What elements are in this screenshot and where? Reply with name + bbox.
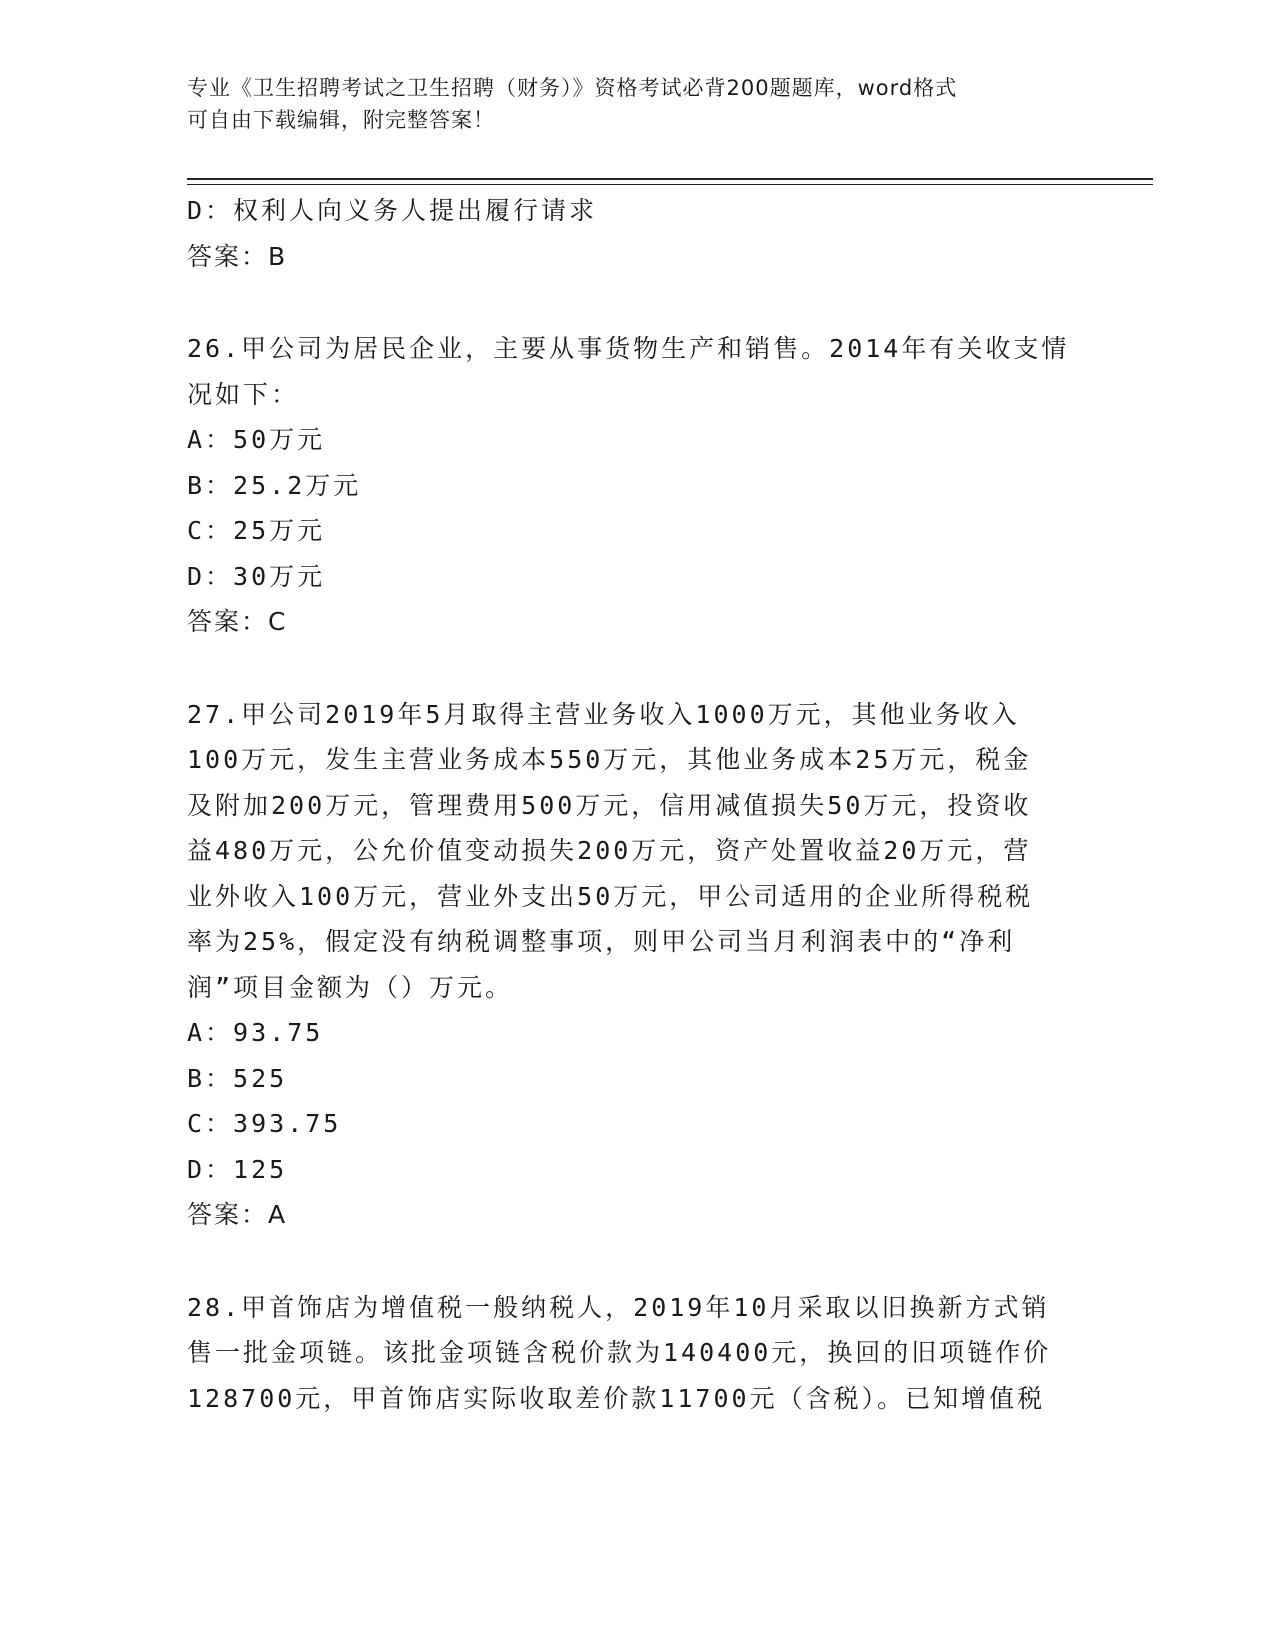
option-b: B：25.2万元 [187, 470, 362, 500]
question-stem-line: 128700元，甲首饰店实际收取差价款11700元（含税）。已知增值税 [187, 1383, 1046, 1413]
option-c: C：393.75 [187, 1109, 342, 1138]
header-rule-thin [187, 184, 1153, 185]
spacer [187, 1238, 1082, 1285]
spacer [187, 645, 1082, 692]
option-a: A：93.75 [187, 1018, 324, 1047]
option-d: D：30万元 [187, 561, 326, 591]
document-header [187, 72, 1067, 136]
question-stem-line: 26.甲公司为居民企业，主要从事货物生产和销售。2014年有关收支情 [187, 334, 1070, 363]
option-d: D：权利人向义务人提出履行请求 [187, 196, 598, 225]
answer-line: 答案：C [187, 607, 288, 636]
spacer [187, 279, 1082, 326]
answer-line: 答案：A [187, 1200, 288, 1229]
option-b: B：525 [187, 1063, 288, 1093]
question-stem-line: 况如下： [187, 379, 300, 409]
question-stem-line: 27.甲公司2019年5月取得主营业务收入1000万元，其他业务收入 [187, 699, 1020, 729]
option-a: A：50万元 [187, 425, 326, 454]
previous-question-tail [187, 188, 1082, 279]
option-c: C：25万元 [187, 516, 326, 545]
question-stem-line: 润”项目金额为（）万元。 [187, 972, 514, 1002]
option-d: D：125 [187, 1154, 288, 1184]
question-stem-line: 益480万元，公允价值变动损失200万元，资产处置收益20万元，营 [187, 836, 1032, 865]
question-stem-line: 100万元，发生主营业务成本550万元，其他业务成本25万元，税金 [187, 745, 1032, 774]
question-stem-line: 及附加200万元，管理费用500万元，信用减值损失50万元，投资收 [187, 790, 1032, 820]
question-stem-line: 业外收入100万元，营业外支出50万元，甲公司适用的企业所得税税 [187, 881, 1034, 911]
question-stem-line: 28.甲首饰店为增值税一般纳税人，2019年10月采取以旧换新方式销 [187, 1292, 1050, 1322]
header-line-1: 专业《卫生招聘考试之卫生招聘（财务）》资格考试必背200题题库，word格式 [187, 76, 958, 100]
answer-line: 答案：B [187, 241, 288, 271]
question-28 [187, 1285, 1082, 1422]
question-stem-line: 售一批金项链。该批金项链含税价款为140400元，换回的旧项链作价 [187, 1338, 1052, 1367]
header-rule-thick [187, 178, 1153, 180]
question-27 [187, 692, 1082, 1238]
question-26 [187, 326, 1082, 645]
header-line-2: 可自由下载编辑，附完整答案！ [187, 108, 495, 132]
document-body [187, 188, 1082, 1421]
question-stem-line: 率为25%，假定没有纳税调整事项，则甲公司当月利润表中的“净利 [187, 927, 1016, 956]
